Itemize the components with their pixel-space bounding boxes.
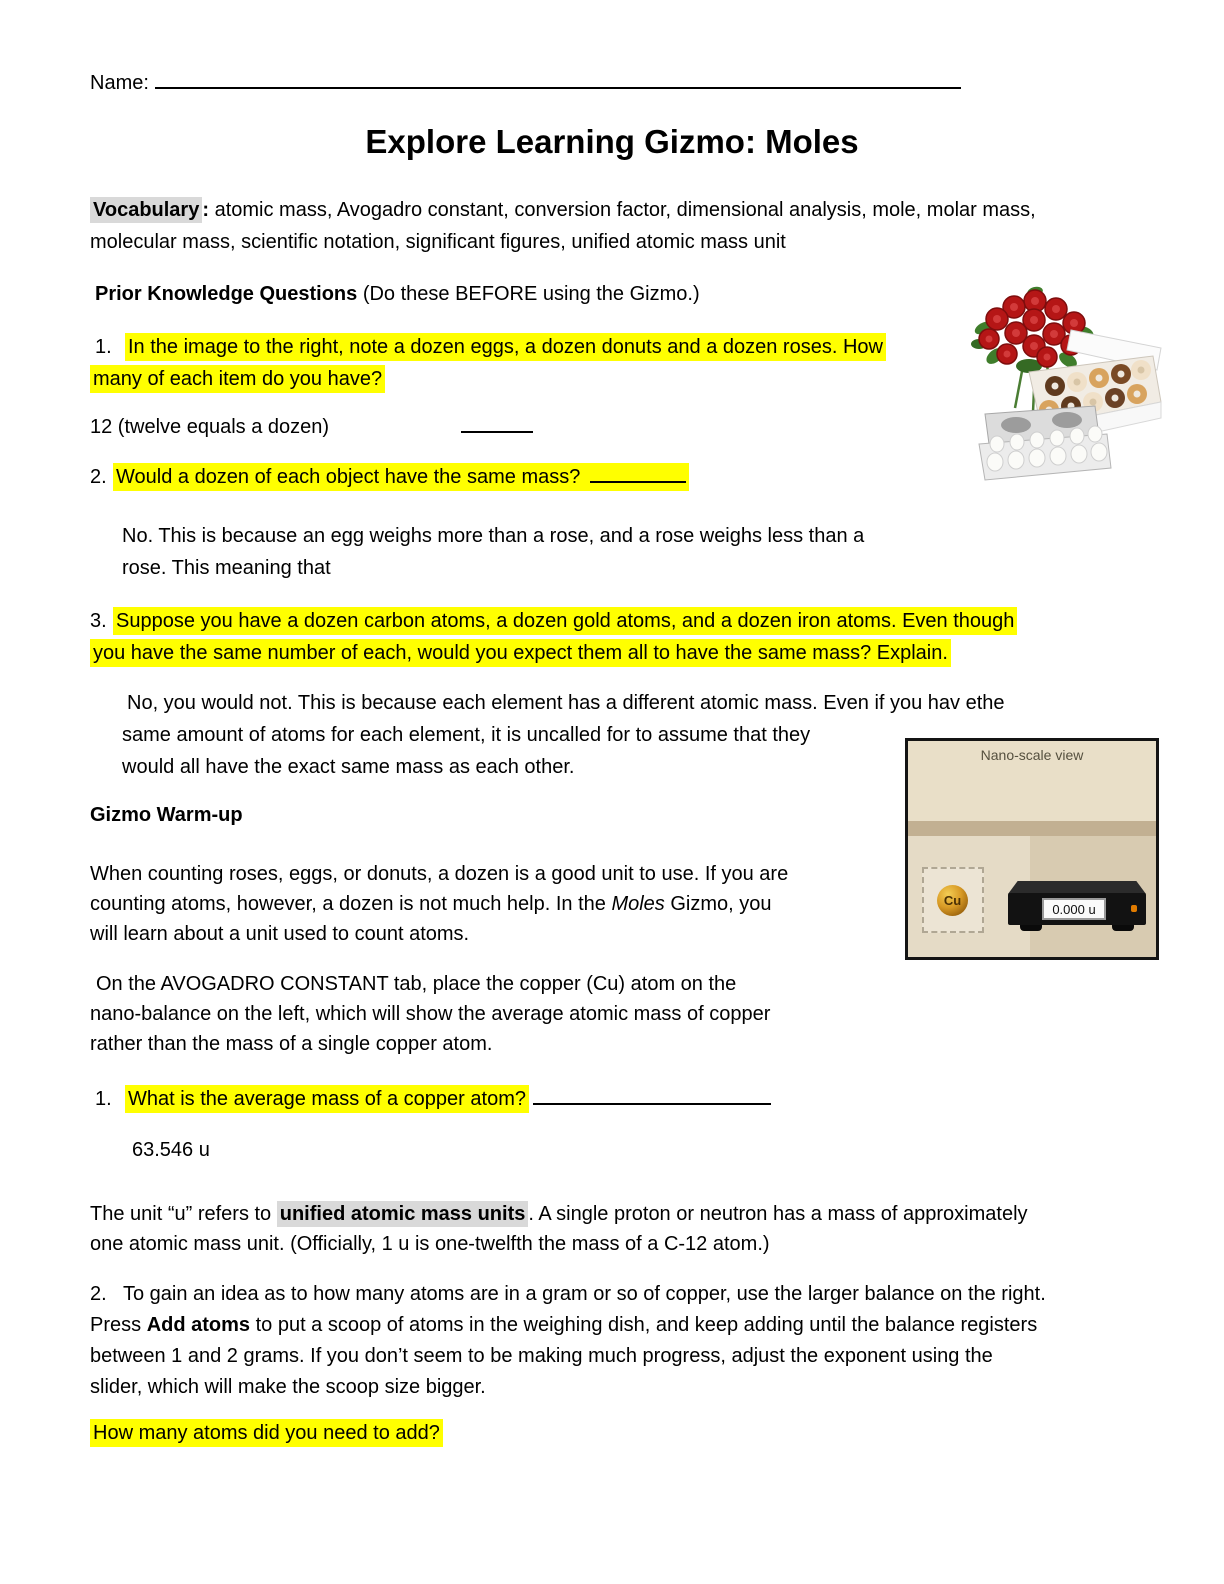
name-label: Name: [90, 72, 149, 94]
copper-atom[interactable] [937, 885, 968, 916]
warmup-p2-line2: nano-balance on the left, which will show the average atomic mass of copper [90, 1003, 771, 1025]
unit-note-pre: The unit “u” refers to [90, 1203, 277, 1225]
question-3-text-line2: you have the same number of each, would you expect them all to have the same mass? Explain. [90, 639, 951, 667]
nano-shelf-band [908, 821, 1156, 836]
moles-gizmo-name: Moles [611, 893, 665, 915]
final-question [90, 1422, 443, 1445]
prior-knowledge-heading [95, 283, 700, 306]
vocabulary-list-2: molecular mass, scientific notation, significant figures, unified atomic mass unit [90, 231, 786, 253]
unit-note-line2: one atomic mass unit. (Officially, 1 u is one-twelfth the mass of a C-12 atom.) [90, 1233, 770, 1255]
prior-knowledge-suffix: (Do these BEFORE using the Gizmo.) [357, 283, 700, 305]
vocabulary-list-1: atomic mass, Avogadro constant, conversion factor, dimensional analysis, mole, molar mass, [209, 199, 1036, 221]
unit-note-paragraph [90, 1199, 1028, 1259]
answer-2-line1: No. This is because an egg weighs more than a rose, and a rose weighs less than a [122, 525, 865, 547]
question-1-text-line2: many of each item do you have? [90, 365, 385, 393]
gizmo-q2-line4: slider, which will make the scoop size bigger. [90, 1376, 486, 1398]
nano-balance[interactable] [1008, 881, 1146, 937]
gizmo-q2-line1: To gain an idea as to how many atoms are in a gram or so of copper, use the larger balance on the right. [123, 1283, 1046, 1305]
gizmo-answer-1: 63.546 u [132, 1139, 210, 1161]
name-row [90, 72, 961, 95]
warmup-paragraph-1 [90, 859, 788, 949]
balance-foot-left [1020, 925, 1042, 931]
page-title: Explore Learning Gizmo: Moles [365, 123, 859, 160]
name-blank-line[interactable] [155, 87, 961, 89]
unit-note-term: unified atomic mass units [277, 1201, 529, 1227]
question-2 [90, 466, 689, 489]
vocabulary-colon: : [202, 199, 210, 221]
nano-scale-view-image [905, 738, 1159, 960]
answer-2-line2: rose. This meaning that [122, 557, 331, 579]
balance-display: 0.000 u [1042, 898, 1106, 920]
gizmo-question-1 [90, 1088, 771, 1111]
gizmo-q2-line3: between 1 and 2 grams. If you don’t seem to be making much progress, adjust the exponent using the [90, 1345, 993, 1367]
gizmo-question-2-number: 2. [90, 1283, 107, 1305]
gizmo-question-2 [90, 1279, 1046, 1403]
question-3-text-line1: Suppose you have a dozen carbon atoms, a dozen gold atoms, and a dozen iron atoms. Even though [113, 607, 1017, 635]
egg-carton [979, 406, 1111, 480]
copper-atom-label: Cu [943, 893, 962, 908]
question-3-number: 3. [90, 610, 107, 632]
answer-3-line3: would all have the exact same mass as each other. [122, 756, 575, 778]
warmup-heading: Gizmo Warm-up [90, 804, 243, 826]
question-2-blank-line[interactable] [590, 481, 686, 483]
answer-3-line1: No, you would not. This is because each element has a different atomic mass. Even if you hav ethe [127, 692, 1005, 714]
warmup-p1-line2b: Gizmo, you [664, 893, 772, 915]
add-atoms-button-reference: Add atoms [146, 1314, 251, 1336]
question-1-text-line1: In the image to the right, note a dozen eggs, a dozen donuts and a dozen roses. How [125, 333, 886, 361]
warmup-p1-line2a: counting atoms, however, a dozen is not much help. In the [90, 893, 612, 915]
question-2-label: Would a dozen of each object have the same mass? [116, 466, 581, 488]
dozen-items-image [971, 286, 1163, 508]
vocabulary-paragraph [90, 194, 1036, 258]
answer-3 [122, 687, 1005, 783]
unit-note-post: . A single proton or neutron has a mass of approximately [528, 1203, 1028, 1225]
question-1-number: 1. [95, 336, 112, 358]
gizmo-question-1-text: What is the average mass of a copper atom? [125, 1085, 529, 1113]
warmup-p1-line3: will learn about a unit used to count atoms. [90, 923, 470, 945]
answer-1 [90, 416, 533, 439]
answer-2 [122, 520, 864, 584]
prior-knowledge-title: Prior Knowledge Questions [95, 283, 358, 305]
warmup-p1-line1: When counting roses, eggs, or donuts, a dozen is a good unit to use. If you are [90, 863, 789, 885]
question-3 [90, 605, 1017, 669]
nano-scale-view-title: Nano-scale view [980, 747, 1084, 763]
balance-led-indicator [1131, 905, 1137, 912]
answer-1-blank-line[interactable] [461, 431, 533, 433]
warmup-paragraph-2 [90, 969, 770, 1059]
answer-3-line2: same amount of atoms for each element, it is uncalled for to assume that they [122, 724, 811, 746]
warmup-p2-line3: rather than the mass of a single copper atom. [90, 1033, 493, 1055]
gizmo-question-1-blank-line[interactable] [533, 1103, 771, 1105]
balance-foot-right [1112, 925, 1134, 931]
final-question-text: How many atoms did you need to add? [90, 1419, 443, 1447]
vocabulary-term: Vocabulary [90, 197, 202, 223]
answer-1-text: 12 (twelve equals a dozen) [90, 416, 330, 438]
gizmo-q2-line2-pre: Press [90, 1314, 147, 1336]
warmup-p2-line1: On the AVOGADRO CONSTANT tab, place the copper (Cu) atom on the [96, 973, 737, 995]
gizmo-q2-line2-post: to put a scoop of atoms in the weighing dish, and keep adding until the balance registers [250, 1314, 1038, 1336]
atom-tray [922, 867, 984, 933]
question-2-number: 2. [90, 466, 107, 488]
question-2-text [113, 463, 689, 491]
gizmo-question-1-number: 1. [95, 1088, 112, 1110]
question-1 [90, 331, 886, 395]
